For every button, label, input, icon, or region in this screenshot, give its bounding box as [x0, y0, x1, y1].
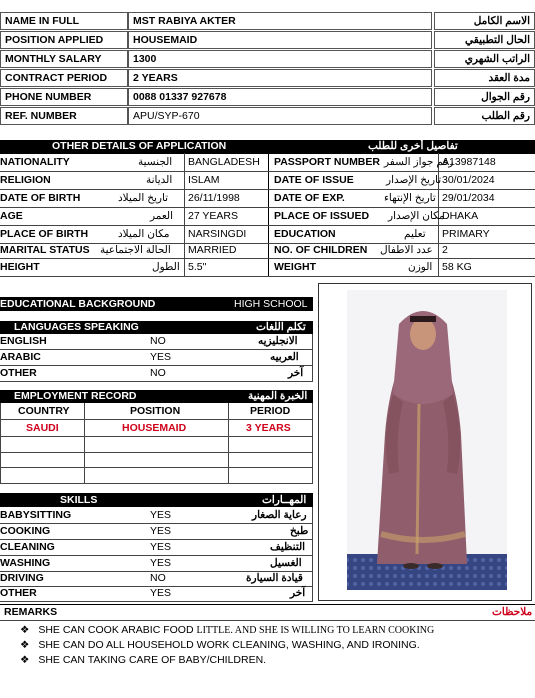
remark-3: [20, 654, 266, 666]
languages-header: [0, 321, 313, 334]
bullet-icon: ❖: [20, 654, 30, 666]
weight-value: 58 KG: [442, 261, 472, 273]
nationality-ar: الجنسية: [138, 156, 173, 168]
remark-1-text-a: SHE CAN COOK ARABIC FOOD: [38, 624, 194, 636]
skill-cleaning-ar: التنظيف: [270, 541, 306, 553]
exp-date-label: DATE OF EXP.: [274, 192, 345, 204]
skill-driving-label: DRIVING: [0, 572, 44, 584]
ar-contract: مدة العقد: [434, 69, 535, 87]
skill-driving-ar: قيادة السيارة: [246, 572, 303, 584]
skill-cleaning-value: YES: [150, 541, 172, 553]
passport-label: PASSPORT NUMBER: [274, 156, 380, 168]
value-phone: 0088 01337 927678: [128, 88, 432, 106]
skill-row-driving: [0, 570, 313, 586]
dob-value: 26/11/1998: [188, 192, 240, 204]
nationality-label: NATIONALITY: [0, 156, 70, 168]
value-ref: APU/SYP-670: [128, 107, 432, 125]
skills-title-ar: المهــارات: [262, 494, 307, 506]
dob-label: DATE OF BIRTH: [0, 192, 81, 204]
applicant-photo-frame: [318, 283, 532, 601]
skills-header: [0, 493, 313, 507]
skill-row-washing: [0, 555, 313, 571]
ar-name: الاسم الكامل: [434, 12, 535, 30]
marital-ar: الحالة الاجتماعية: [100, 244, 171, 256]
lang-other-ar: آخر: [288, 367, 304, 379]
education-bg-value: HIGH SCHOOL: [234, 298, 308, 310]
religion-value: ISLAM: [188, 174, 220, 186]
lang-english-value: NO: [150, 335, 166, 347]
lang-row-english: [0, 334, 313, 349]
detail-row-2: [0, 171, 535, 189]
label-position: POSITION APPLIED: [0, 31, 128, 49]
skill-washing-label: WASHING: [0, 557, 51, 569]
lang-other-label: OTHER: [0, 367, 37, 379]
lang-arabic-value: YES: [150, 351, 172, 363]
children-label: NO. OF CHILDREN: [274, 244, 368, 256]
skill-babysitting-value: YES: [150, 509, 172, 521]
label-ref: REF. NUMBER: [0, 107, 128, 125]
emp-header-position: POSITION: [130, 405, 181, 417]
remark-1-text-b: LITTLE. AND SHE IS WILLING TO LEARN COOKING: [196, 625, 435, 636]
issue-date-value: 30/01/2024: [442, 174, 495, 186]
detail-row-6: [0, 241, 535, 259]
bullet-icon: ❖: [20, 624, 30, 636]
religion-label: RELIGION: [0, 174, 51, 186]
emp-header-period: PERIOD: [250, 405, 291, 417]
lang-arabic-label: ARABIC: [0, 351, 41, 363]
education-ar: تعليم: [404, 228, 426, 240]
ar-ref: رقم الطلب: [434, 107, 535, 125]
value-name: MST RABIYA AKTER: [128, 12, 432, 30]
skill-babysitting-ar: رعاية الصغار: [252, 509, 307, 521]
value-contract: 2 YEARS: [128, 69, 432, 87]
remarks-label-ar: ملاحظات: [492, 606, 533, 618]
remarks-label: REMARKS: [4, 606, 58, 618]
skill-other-label: OTHER: [0, 587, 37, 599]
children-ar: عدد الاطفال: [380, 244, 433, 256]
skill-cooking-label: COOKING: [0, 525, 51, 537]
lang-arabic-ar: العربيه: [270, 351, 299, 363]
emp-position: HOUSEMAID: [122, 422, 187, 434]
remark-3-text: SHE CAN TAKING CARE OF BABY/CHILDREN.: [38, 654, 267, 666]
label-phone: PHONE NUMBER: [0, 88, 128, 106]
height-ar: الطول: [152, 261, 180, 273]
ar-salary: الراتب الشهري: [434, 50, 535, 68]
education-bg-label: EDUCATIONAL BACKGROUND: [0, 298, 156, 310]
label-salary: MONTHLY SALARY: [0, 50, 128, 68]
passport-value: A13987148: [442, 156, 496, 168]
skills-title: SKILLS: [60, 494, 98, 506]
skill-washing-value: YES: [150, 557, 172, 569]
pob-value: NARSINGDI: [188, 228, 247, 240]
age-label: AGE: [0, 210, 23, 222]
nationality-value: BANGLADESH: [188, 156, 260, 168]
height-value: 5.5": [188, 261, 207, 273]
applicant-photo: [319, 284, 531, 600]
languages-title: LANGUAGES SPEAKING: [14, 321, 139, 333]
label-contract: CONTRACT PERIOD: [0, 69, 128, 87]
ar-phone: رقم الجوال: [434, 88, 535, 106]
value-position: HOUSEMAID: [128, 31, 432, 49]
skill-cooking-ar: طبخ: [290, 525, 309, 537]
lang-english-ar: الانجليزيه: [258, 335, 298, 347]
employment-title: EMPLOYMENT RECORD: [14, 390, 137, 402]
weight-ar: الوزن: [408, 261, 433, 273]
employment-title-ar: الخبرة المهنية: [248, 390, 308, 402]
skill-row-babysitting: [0, 507, 313, 523]
employment-row-1: [0, 420, 313, 436]
detail-row-1: [0, 153, 535, 171]
skill-other-value: YES: [150, 587, 172, 599]
pob-ar: مكان الميلاد: [118, 228, 170, 240]
passport-ar: رقم جواز السفر: [384, 156, 454, 168]
place-issued-value: DHAKA: [442, 210, 479, 222]
age-ar: العمر: [150, 210, 174, 222]
skill-row-cooking: [0, 523, 313, 539]
issue-date-label: DATE OF ISSUE: [274, 174, 354, 186]
remark-2: [20, 639, 420, 651]
skill-row-other: [0, 586, 313, 601]
lang-row-arabic: [0, 350, 313, 365]
other-details-title-ar: تفاصيل أخرى للطلب: [368, 140, 458, 152]
place-issued-label: PLACE OF ISSUED: [274, 210, 370, 222]
skill-babysitting-label: BABYSITTING: [0, 509, 72, 521]
religion-ar: الديانة: [146, 174, 173, 186]
skill-washing-ar: الغسيل: [270, 557, 302, 569]
lang-row-other: [0, 366, 313, 381]
pob-label: PLACE OF BIRTH: [0, 228, 89, 240]
skill-cooking-value: YES: [150, 525, 172, 537]
height-label: HEIGHT: [0, 261, 40, 273]
remark-2-text: SHE CAN DO ALL HOUSEHOLD WORK CLEANING, WASHING, AND IRONING.: [38, 639, 420, 651]
skill-other-ar: آخر: [290, 587, 306, 599]
place-issued-ar: مكان الإصدار: [388, 210, 445, 222]
languages-title-ar: تكلم اللغات: [256, 321, 306, 333]
employment-headers: [0, 404, 313, 419]
dob-ar: تاريخ الميلاد: [118, 192, 169, 204]
marital-value: MARRIED: [188, 244, 237, 256]
value-salary: 1300: [128, 50, 432, 68]
marital-label: MARITAL STATUS: [0, 244, 90, 256]
detail-row-4: [0, 207, 535, 225]
skill-cleaning-label: CLEANING: [0, 541, 55, 553]
employment-header: [0, 390, 313, 403]
ar-position: الحال التطبيقي: [434, 31, 535, 49]
exp-date-ar: تاريخ الإنتهاء: [384, 192, 436, 204]
emp-country: SAUDI: [26, 422, 59, 434]
emp-period: 3 YEARS: [246, 422, 291, 434]
detail-row-7: [0, 258, 535, 276]
education-value: PRIMARY: [442, 228, 490, 240]
lang-english-label: ENGLISH: [0, 335, 47, 347]
age-value: 27 YEARS: [188, 210, 239, 222]
weight-label: WEIGHT: [274, 261, 316, 273]
education-label: EDUCATION: [274, 228, 336, 240]
detail-row-3: [0, 189, 535, 207]
label-name: NAME IN FULL: [0, 12, 128, 30]
emp-header-country: COUNTRY: [18, 405, 70, 417]
lang-other-value: NO: [150, 367, 166, 379]
exp-date-value: 29/01/2034: [442, 192, 495, 204]
other-details-header: [0, 140, 535, 153]
skill-row-cleaning: [0, 539, 313, 555]
issue-date-ar: تاريخ الإصدار: [386, 174, 442, 186]
bullet-icon: ❖: [20, 639, 30, 651]
education-bar: [0, 297, 313, 311]
remark-1: [20, 624, 434, 636]
other-details-title: OTHER DETAILS OF APPLICATION: [52, 140, 227, 152]
skill-driving-value: NO: [150, 572, 166, 584]
children-value: 2: [442, 244, 448, 256]
